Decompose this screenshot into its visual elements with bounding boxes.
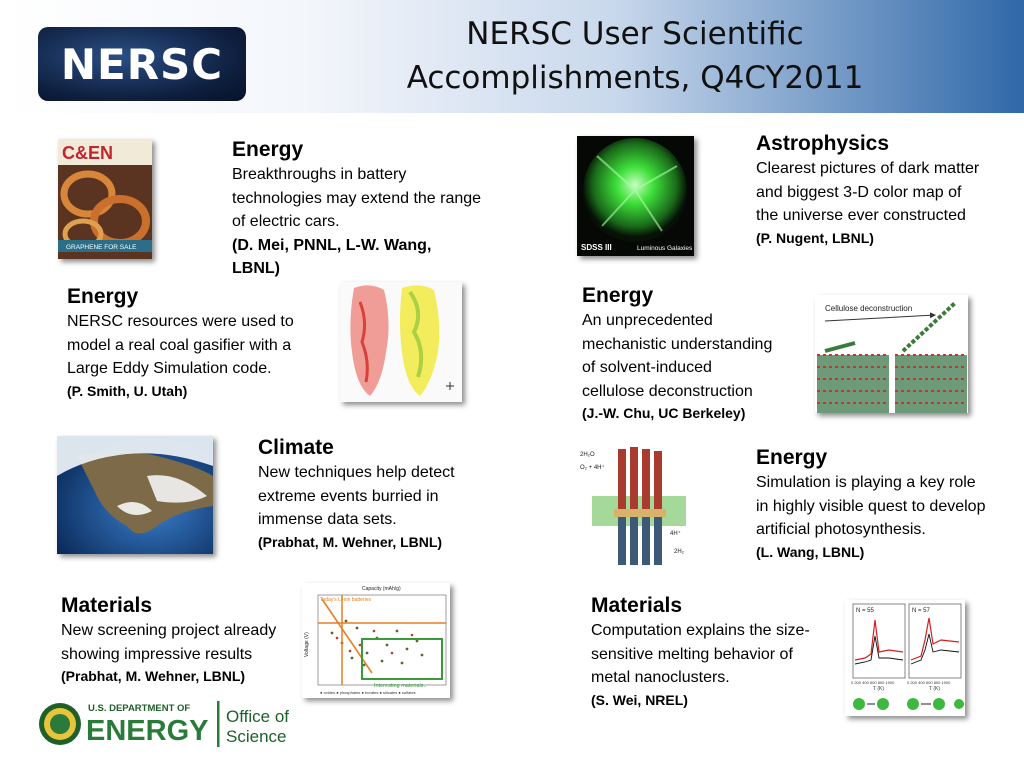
office-line-2: Science — [226, 727, 287, 746]
cen-banner: GRAPHENE FOR SALE — [66, 244, 137, 251]
block-desc-line: and biggest 3-D color map of — [756, 183, 962, 201]
plot-legend: ● oxides ● phosphates ● borates ● silicates ● sulfates — [320, 690, 416, 695]
nanocluster-melting-plot-image — [845, 600, 965, 716]
block-credit-line: (S. Wei, NREL) — [591, 691, 688, 708]
block-desc-line: Breakthroughs in battery — [232, 166, 407, 183]
melt-x-ticks-1: 0 200 400 600 800 1000 — [851, 680, 895, 685]
materials-screening-block — [61, 593, 301, 686]
energy-photosynthesis-block — [756, 445, 1018, 562]
block-desc-line: Large Eddy Simulation code. — [67, 360, 272, 377]
block-desc-line: immense data sets. — [258, 511, 397, 528]
doe-line-1: U.S. DEPARTMENT OF — [88, 703, 191, 714]
sdss-galaxy-map-image — [577, 136, 694, 256]
title-line-1: NERSC User Scientific — [466, 16, 804, 52]
photosynthesis-diagram-image — [578, 441, 696, 568]
photo-label-2h2: 2H₂ — [674, 549, 684, 555]
block-desc-line: of electric cars. — [232, 213, 340, 230]
sdss-logo: SDSS III — [581, 243, 612, 252]
block-desc-line: technologies may extend the range — [232, 189, 482, 207]
gasifier-simulation-image — [340, 282, 462, 402]
block-credit-line: (Prabhat, M. Wehner, LBNL) — [61, 668, 246, 684]
melt-panel-2-label: N = 57 — [912, 608, 930, 614]
block-desc-line: artificial photosynthesis. — [756, 521, 926, 538]
block-desc-line: the universe ever constructed — [756, 207, 966, 224]
block-heading: Energy — [582, 284, 654, 307]
melt-x-ticks-2: 0 200 400 600 800 1000 — [907, 680, 951, 685]
block-credit-line: (Prabhat, M. Wehner, LBNL) — [258, 533, 443, 550]
block-credit-line: (P. Smith, U. Utah) — [67, 382, 188, 399]
energy-battery-block — [232, 137, 502, 281]
block-desc-line: NERSC resources were used to — [67, 313, 294, 330]
climate-block — [258, 435, 508, 552]
astrophysics-block — [756, 131, 1016, 248]
melt-x-label-1: T (K) — [873, 686, 885, 692]
materials-nanoclusters-block — [591, 593, 826, 710]
block-desc-line: model a real coal gasifier with a — [67, 336, 292, 354]
cellulose-deconstruction-image — [815, 295, 968, 413]
doe-line-2: ENERGY — [86, 715, 209, 747]
cellulose-caption: Cellulose deconstruction — [825, 304, 913, 313]
block-desc-line: Simulation is playing a key role — [756, 474, 976, 491]
slide-title — [330, 12, 940, 100]
photo-label-o2: O₂ + 4H⁺ — [580, 465, 605, 471]
title-line-2: Accomplishments, Q4CY2011 — [406, 60, 864, 96]
climate-satellite-image — [57, 436, 213, 554]
block-desc-line: sensitive melting behavior of — [591, 645, 793, 663]
block-desc-line: Clearest pictures of dark matter — [756, 160, 980, 177]
plot-annotation-interesting: Interesting materials.. — [374, 683, 427, 689]
block-credit-line: (L. Wang, LBNL) — [756, 543, 865, 560]
materials-screening-plot-image — [302, 583, 450, 698]
block-credit-line: (D. Mei, PNNL, L-W. Wang, — [232, 236, 432, 254]
block-heading: Materials — [591, 594, 683, 617]
block-heading: Materials — [61, 594, 153, 617]
plot-top-axis-label: Capacity (mAh/g) — [362, 586, 401, 592]
plot-y-label: Voltage (V) — [304, 632, 310, 657]
melt-panel-1-label: N = 55 — [856, 608, 874, 614]
block-heading: Energy — [232, 138, 304, 161]
block-heading: Energy — [67, 285, 139, 308]
block-desc-line: in highly visible quest to develop — [756, 497, 986, 515]
block-desc-line: of solvent-induced — [582, 359, 712, 376]
sdss-caption: Luminous Galaxies — [637, 245, 693, 252]
block-desc-line: New techniques help detect — [258, 464, 455, 481]
block-desc-line: Computation explains the size- — [591, 622, 810, 639]
office-line-1: Office of — [226, 707, 289, 726]
energy-gasifier-block — [67, 284, 317, 401]
plot-annotation-today: Today's Li-ion batteries — [320, 597, 371, 603]
nersc-logo — [38, 27, 246, 101]
block-desc-line: New screening project already — [61, 622, 277, 639]
photo-label-2h2o: 2H₂O — [580, 452, 595, 458]
block-heading: Energy — [756, 446, 828, 469]
block-heading: Astrophysics — [756, 132, 890, 155]
block-desc-line: metal nanoclusters. — [591, 669, 730, 686]
block-credit-line: LBNL) — [232, 260, 280, 277]
doe-office-of-science-logo — [38, 697, 300, 751]
cen-magazine-cover-image — [58, 139, 152, 259]
block-desc-line: An unprecedented — [582, 312, 713, 329]
block-heading: Climate — [258, 436, 334, 459]
cen-title: C&EN — [62, 143, 114, 163]
block-desc-line: cellulose deconstruction — [582, 382, 753, 400]
block-desc-line: showing impressive results — [61, 645, 253, 663]
block-credit-line: (P. Nugent, LBNL) — [756, 229, 874, 246]
block-desc-line: extreme events burried in — [258, 487, 439, 505]
block-desc-line: mechanistic understanding — [582, 335, 773, 353]
energy-cellulose-block — [582, 283, 792, 423]
nersc-logo-text: NERSC — [60, 39, 224, 89]
block-credit-line: (J.-W. Chu, UC Berkeley) — [582, 405, 746, 421]
melt-x-label-2: T (K) — [929, 686, 941, 692]
photo-label-4h: 4H⁺ — [670, 531, 681, 537]
